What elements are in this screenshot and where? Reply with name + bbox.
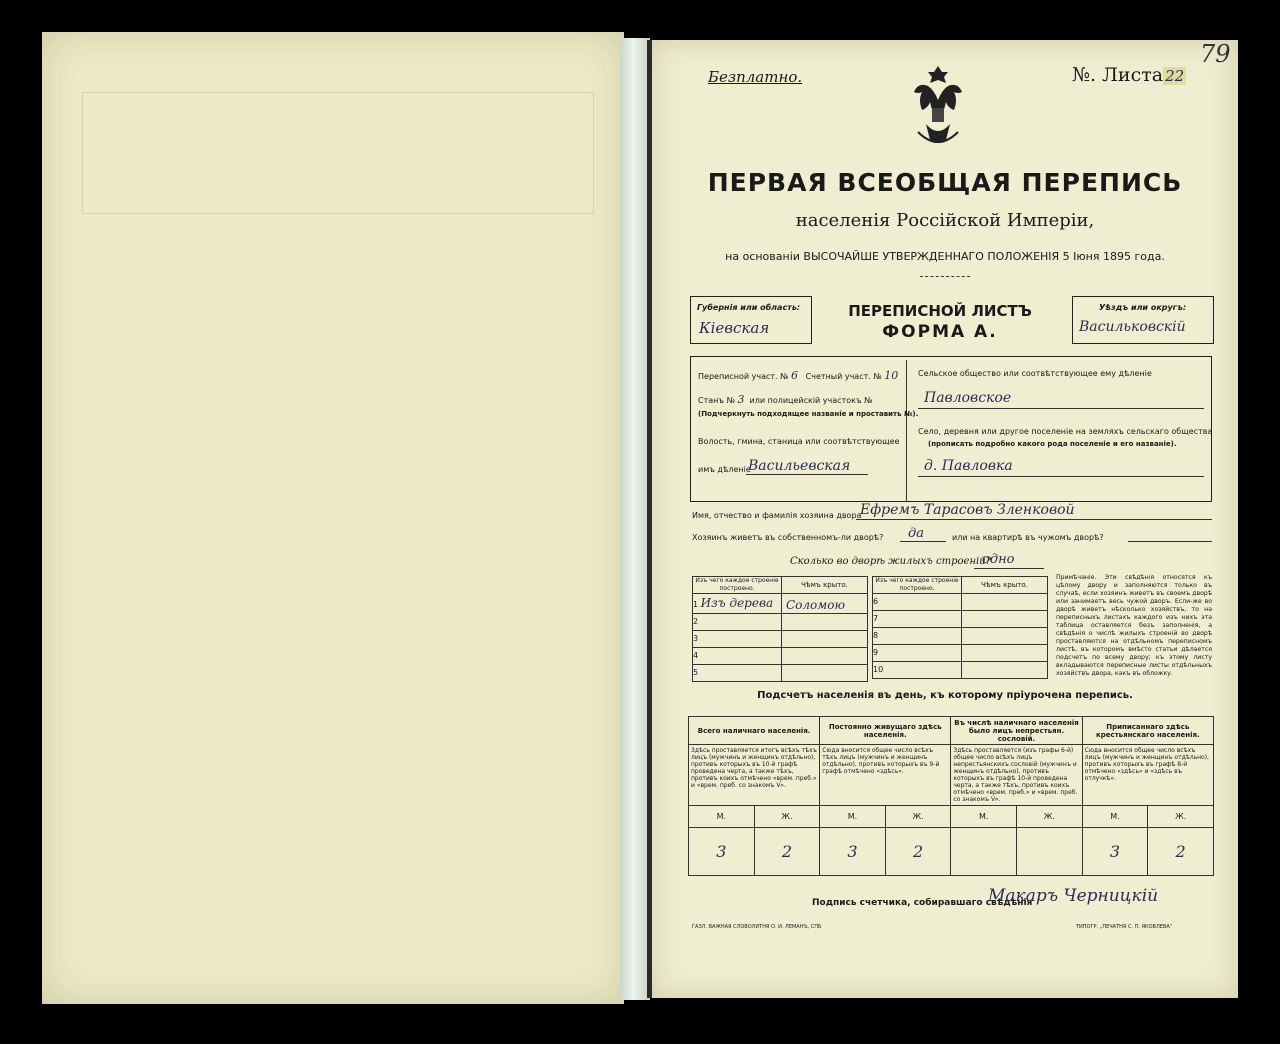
- census-area-value: 6: [791, 369, 799, 382]
- pop-1-f: 2: [754, 828, 820, 876]
- buildings-col-material: Изъ чего каждое строеніе построено.: [693, 577, 782, 594]
- census-area-label: Переписной участ. №: [698, 372, 789, 381]
- table-row: [873, 645, 1048, 662]
- bleed-through-ghost: [82, 92, 594, 214]
- owner-own-underline: [900, 541, 946, 542]
- buildings-table-right: [872, 576, 1048, 679]
- row-number: 8: [873, 628, 962, 645]
- row-number: 3: [693, 631, 782, 648]
- material-value: Изъ дерева: [700, 595, 774, 610]
- camp-value: 3: [737, 393, 745, 406]
- main-title: ПЕРВАЯ ВСЕОБЩАЯ ПЕРЕПИСЬ: [707, 168, 1183, 197]
- pop-col-1-title: Всего наличнаго населенія.: [689, 717, 820, 745]
- population-heading: Подсчетъ населенія въ день, къ которому пріурочена перепись.: [757, 690, 1133, 701]
- village-label: Село, деревня или другое поселеніе на земляхъ сельскаго общества: [918, 427, 1213, 436]
- count-area-label: Счетный участ. №: [805, 372, 882, 381]
- ornament-divider: [920, 276, 970, 277]
- pop-4-m: 3: [1082, 828, 1148, 876]
- f-label: Ж.: [885, 806, 951, 828]
- folio-number: 79: [1200, 40, 1231, 68]
- m-label: М.: [689, 806, 755, 828]
- volost-label-2: имъ дѣленіе: [698, 465, 751, 474]
- society-underline: [918, 408, 1204, 409]
- pop-1-m: 3: [689, 828, 755, 876]
- left-page-blank: [42, 32, 624, 1004]
- census-form-page: [652, 40, 1238, 998]
- count-area-value: 10: [884, 369, 899, 382]
- owner-rent-underline: [1128, 541, 1212, 542]
- population-table: [688, 716, 1214, 876]
- m-label: М.: [820, 806, 886, 828]
- district-box: [1072, 296, 1214, 344]
- buildings-table-left: [692, 576, 868, 682]
- m-label: М.: [1082, 806, 1148, 828]
- table-row: [693, 631, 868, 648]
- row-number: 6: [873, 594, 962, 611]
- f-label: Ж.: [1148, 806, 1214, 828]
- pop-2-f: 2: [885, 828, 951, 876]
- pop-col-4-desc: Сюда вносится общее число всѣхъ лицъ (мужчинъ и женщинъ отдѣльно), противъ которыхъ въ графѣ 8-й отмѣчено «здѣсь» и «здѣсь въ отлучкѣ».: [1082, 745, 1213, 806]
- population-values-row: [689, 828, 1214, 876]
- free-label: Безплатно.: [708, 68, 803, 86]
- district-label: Уѣздъ или округъ:: [1099, 303, 1187, 312]
- signature-value: Макаръ Черницкій: [988, 886, 1159, 906]
- volost-value: Васильевская: [748, 458, 851, 474]
- table-row: [693, 594, 868, 614]
- owner-own-value: да: [908, 526, 924, 541]
- pop-col-1-desc: Здѣсь проставляется итогъ всѣхъ тѣхъ лицъ (мужчинъ и женщинъ отдѣльно), противъ которыхъ въ 10-й графѣ проведена черта, а также тѣхъ, противъ коихъ отмѣчено «врем. преб.» и «врем. преб. со знакомъ V».: [689, 745, 820, 806]
- pop-4-f: 2: [1148, 828, 1214, 876]
- f-label: Ж.: [754, 806, 820, 828]
- village-note: (прописать подробно какого рода поселеніе и его названіе).: [928, 440, 1177, 448]
- owner-own-label: Хозяинъ живетъ въ собственномъ-ли дворѣ?: [692, 533, 884, 542]
- pop-col-3-title: Въ числѣ наличнаго населенія было лицъ непрестьян. сословій.: [951, 717, 1082, 745]
- pop-3-f: [1017, 828, 1083, 876]
- census-area-line: [698, 369, 899, 382]
- footer-left: ГАЗЛ. ВАЖНАЯ СЛОВОЛИТНЯ О. И. ЛЕМАНЪ, СПБ: [692, 924, 822, 930]
- village-underline: [918, 476, 1204, 477]
- table-row: [873, 611, 1048, 628]
- pop-2-m: 3: [820, 828, 886, 876]
- signature-label: Подпись счетчика, собиравшаго свѣдѣнія: [812, 898, 1033, 908]
- society-value: Павловское: [924, 390, 1012, 406]
- row-number: 9: [873, 645, 962, 662]
- pop-col-2-title: Постоянно живущаго здѣсь населенія.: [820, 717, 951, 745]
- owner-name-value: Ефремъ Тарасовъ Зленковой: [860, 502, 1075, 518]
- province-label: Губернія или область:: [697, 303, 801, 312]
- table-row: [873, 628, 1048, 645]
- owner-rent-label: или на квартирѣ въ чужомъ дворѣ?: [952, 533, 1104, 542]
- buildings-value: одно: [982, 552, 1015, 567]
- location-divider: [906, 360, 907, 502]
- camp-line: [698, 393, 873, 406]
- row-number: 1: [693, 599, 699, 609]
- footer-right: ТИПОГР. „ПЕЧАТНЯ С. П. ЯКОВЛЕВА“: [1076, 924, 1173, 930]
- row-number: 7: [873, 611, 962, 628]
- row-number: 4: [693, 648, 782, 665]
- volost-underline: [746, 474, 868, 475]
- pop-col-2-desc: Сюда вносится общее число всѣхъ тѣхъ лицъ (мужчинъ и женщинъ отдѣльно), противъ которыхъ въ 9-й графѣ отмѣчено «здѣсь».: [820, 745, 951, 806]
- sheet-label-text: №. Листа: [1072, 64, 1164, 86]
- row-number: 5: [693, 665, 782, 682]
- pop-col-3-desc: Здѣсь проставляется (изъ графы 6-й) общее число всѣхъ лицъ непрестьянскихъ сословій (мужчинъ и женщинъ отдѣльно), противъ которыхъ въ графѣ 10-й проведена черта, а также тѣхъ, противъ коихъ отмѣчено «врем. преб.» и «врем. преб. со знакомъ V».: [951, 745, 1082, 806]
- double-headed-eagle-icon: [908, 62, 968, 158]
- province-value: Кіевская: [699, 319, 770, 337]
- buildings-note: Примѣчаніе. Эти свѣдѣнія относятся къ цѣлому двору и заполняются только въ случаѣ, если хозяинъ живетъ въ своемъ дворѣ или занимаетъ весь чужой дворъ. Если-же во дворѣ живетъ нѣсколько хозяйствъ, то на переписныхъ листахъ каждого изъ нихъ эта таблица оставляется безъ заполненія, а свѣдѣнія о числѣ жилыхъ строеній во дворѣ проставляются на отдѣльномъ переписномъ листѣ, въ которомъ вмѣсто статьи дѣлается подсчетъ по всему двору; къ этому листу вкладываются переписные листы отдѣльныхъ хозяйствъ двора, какъ въ обложку.: [1056, 574, 1212, 677]
- province-box: [690, 296, 812, 344]
- pop-3-m: [951, 828, 1017, 876]
- buildings-col-roof-2: Чѣмъ крыто.: [962, 577, 1048, 594]
- table-row: [693, 614, 868, 631]
- table-row: [693, 665, 868, 682]
- village-value: д. Павловка: [924, 458, 1013, 474]
- form-title: ПЕРЕПИСНОЙ ЛИСТЪ: [848, 302, 1032, 320]
- district-value: Васильковскій: [1079, 319, 1186, 335]
- buildings-underline: [974, 568, 1044, 569]
- f-label: Ж.: [1017, 806, 1083, 828]
- buildings-col-roof: Чѣмъ крыто.: [782, 577, 868, 594]
- row-number: 10: [873, 662, 962, 679]
- sheet-number-value: 22: [1165, 67, 1185, 85]
- sheet-number-label: [1072, 64, 1186, 86]
- volost-label: Волость, гмина, станица или соотвѣтствующее: [698, 437, 900, 446]
- owner-name-label: Имя, отчество и фамилія хозяина двора: [692, 511, 862, 520]
- basis-line: на основаніи ВЫСОЧАЙШЕ УТВЕРЖДЕННАГО ПОЛОЖЕНІЯ 5 Іюня 1895 года.: [725, 250, 1165, 263]
- roof-value: Соломою: [786, 598, 846, 612]
- table-row: [873, 594, 1048, 611]
- buildings-label: Сколько во дворѣ жилыхъ строеній?: [790, 556, 992, 567]
- form-subtitle: ФОРМА А.: [882, 322, 998, 342]
- book-spine: [620, 38, 650, 1000]
- society-label: Сельское общество или соотвѣтствующее ему дѣленіе: [918, 369, 1152, 378]
- sub-title: населенія Россійской Имперіи,: [795, 210, 1095, 231]
- owner-name-underline: [856, 519, 1212, 520]
- row-number: 2: [693, 614, 782, 631]
- buildings-col-material-2: Изъ чего каждое строеніе построено.: [873, 577, 962, 594]
- table-row: [693, 648, 868, 665]
- police-label: или полицейскій участокъ №: [749, 396, 873, 405]
- camp-label: Станъ №: [698, 396, 735, 405]
- table-row: [873, 662, 1048, 679]
- pop-col-4-title: Приписаннаго здѣсь крестьянскаго населенія.: [1082, 717, 1213, 745]
- m-label: М.: [951, 806, 1017, 828]
- underline-note: (Подчеркнуть подходящее названіе и проставить №).: [698, 410, 919, 418]
